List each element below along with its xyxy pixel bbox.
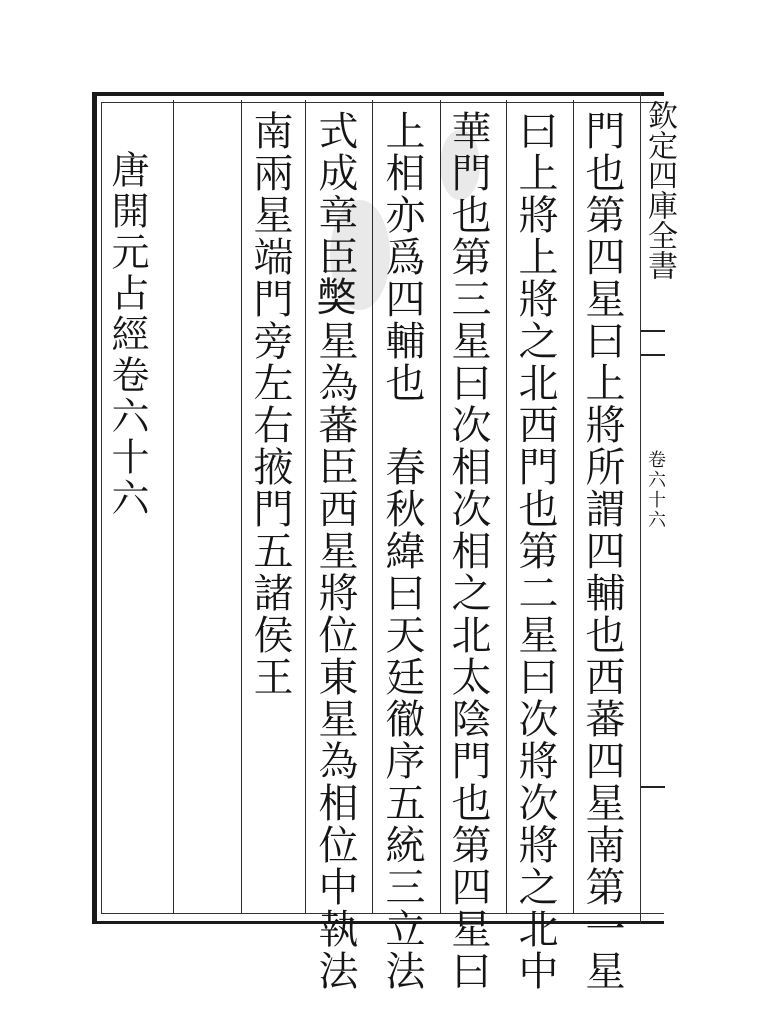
text-column-6: 南兩星端門旁左右掖門五諸侯王: [247, 110, 293, 698]
text-column-2: 曰上將上將之北西門也第二星曰次將次將之北中: [512, 110, 558, 992]
column-rule: [440, 100, 441, 914]
ink-smudge: [440, 130, 480, 200]
text-column-3: 華門也第三星曰次相次相之北太陰門也第四星曰: [445, 110, 491, 992]
fish-tail-mark: [641, 330, 665, 356]
text-column-1: 門也第四星曰上將所謂四輔也西蕃四星南第一星: [579, 110, 625, 992]
column-rule: [241, 100, 242, 914]
column-rule: [506, 100, 507, 914]
ink-smudge: [330, 200, 390, 310]
column-rule: [173, 100, 174, 914]
book-title: 唐開元占經卷六十六: [105, 150, 149, 519]
column-rule: [573, 100, 574, 914]
juan-label: 卷六十六: [645, 450, 666, 530]
text-column-4: 上相亦爲四輔也 春秋緯曰天廷徹序五統三立法: [379, 110, 425, 992]
text-column-5: 式成章臣𡚁星為蕃臣西星將位東星為相位中執法: [312, 110, 358, 992]
column-rule: [305, 100, 306, 914]
series-title: 欽定四庫全書: [642, 100, 677, 280]
lower-fish-tail-mark: [641, 786, 665, 798]
